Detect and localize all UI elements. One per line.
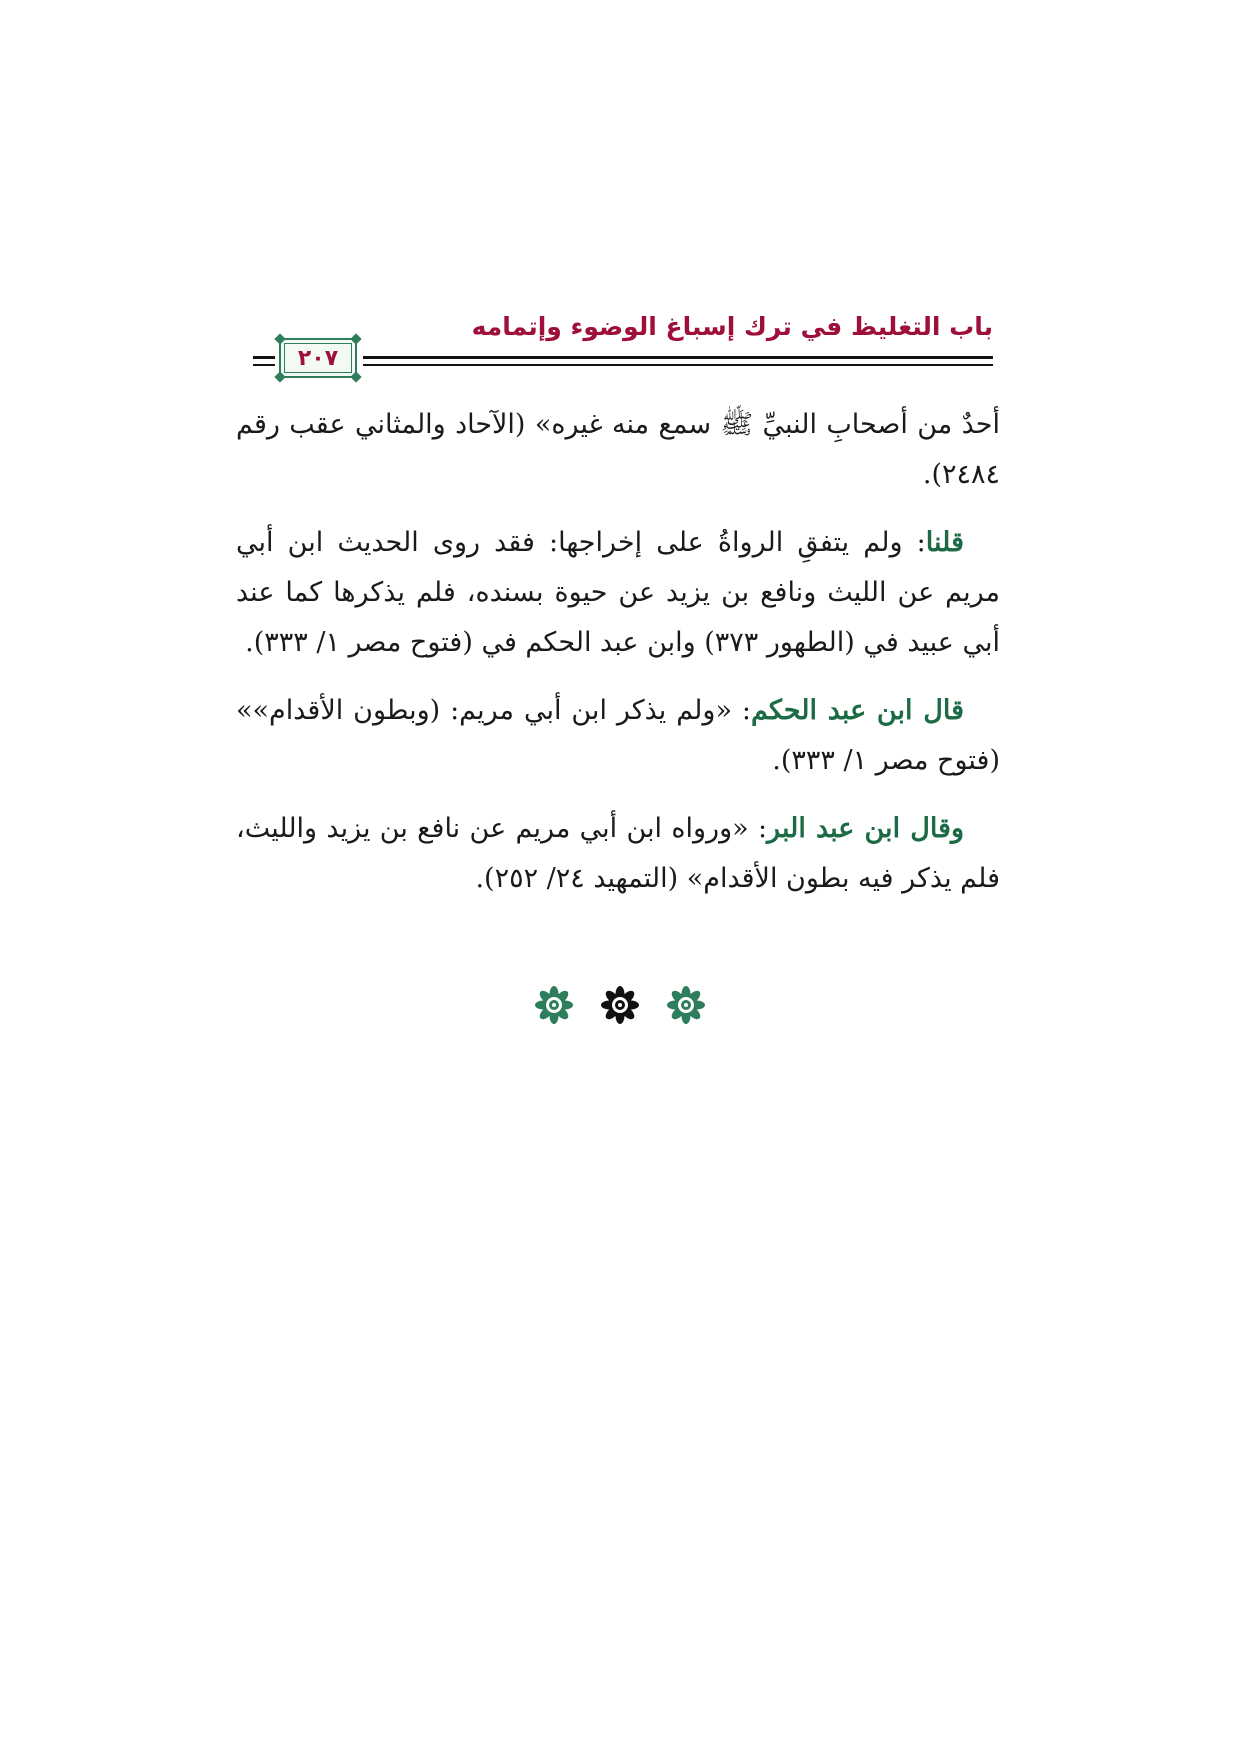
paragraph-text: أحدٌ من أصحابِ النبيِّ ﷺ سمع منه غيره» (الآحاد والمثاني عقب رقم ٢٤٨٤). bbox=[236, 409, 1000, 490]
flower-ornament-icon bbox=[534, 985, 574, 1025]
flower-ornament-icon bbox=[600, 985, 640, 1025]
paragraph-text: : ولم يتفقِ الرواةُ على إخراجها: فقد روى الحديث ابن أبي مريم عن الليث ونافع بن يزيد عن حيوة بسنده، فلم يذكرها كما عند أبي عبيد في (الطهور ٣٧٣) وابن عبد الحكم في (فتوح مصر ١/ ٣٣٣). bbox=[236, 527, 1000, 658]
header-rule bbox=[363, 364, 993, 366]
paragraph bbox=[236, 518, 1000, 668]
frame-corner-icon bbox=[350, 371, 361, 382]
page-number: ٢٠٧ bbox=[297, 345, 339, 371]
frame-corner-icon bbox=[274, 371, 285, 382]
speaker-label: قلنا bbox=[925, 527, 964, 558]
paragraph bbox=[236, 400, 1000, 500]
flower-ornament-icon bbox=[666, 985, 706, 1025]
paragraph bbox=[236, 804, 1000, 904]
header-rule bbox=[363, 356, 993, 359]
frame-corner-icon bbox=[274, 333, 285, 344]
page-number-frame bbox=[279, 338, 357, 378]
paragraph bbox=[236, 686, 1000, 786]
paragraph-text: : «ولم يذكر ابن أبي مريم: (وبطون الأقدام»» (فتوح مصر ١/ ٣٣٣). bbox=[236, 695, 1000, 776]
speaker-label: وقال ابن عبد البر bbox=[767, 813, 964, 844]
frame-corner-icon bbox=[350, 333, 361, 344]
paragraph-text: : «ورواه ابن أبي مريم عن نافع بن يزيد والليث، فلم يذكر فيه بطون الأقدام» (التمهيد ٢٤/ ٢٥٢). bbox=[236, 813, 1000, 894]
section-end-ornaments bbox=[520, 985, 720, 1029]
page-body bbox=[236, 400, 1000, 922]
header-rule bbox=[253, 356, 275, 359]
page-header bbox=[253, 312, 993, 382]
chapter-title: باب التغليظ في ترك إسباغ الوضوء وإتمامه bbox=[471, 312, 993, 341]
speaker-label: قال ابن عبد الحكم bbox=[750, 695, 964, 726]
header-rule bbox=[253, 364, 275, 366]
